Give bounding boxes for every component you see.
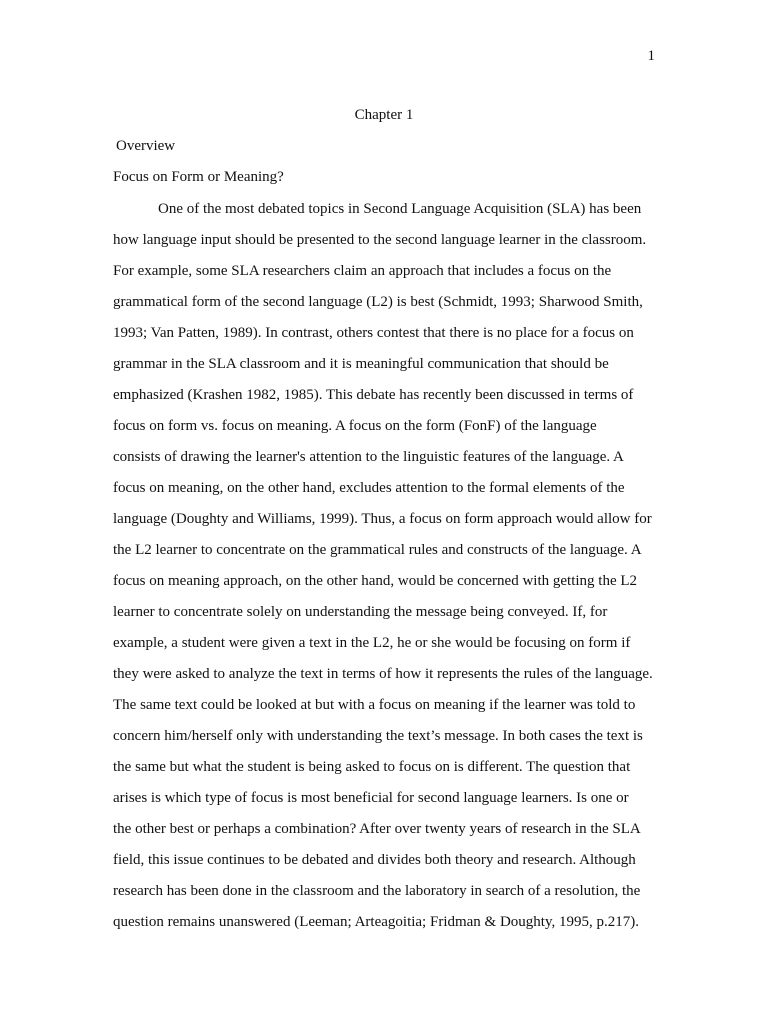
page-number: 1 xyxy=(647,48,655,64)
document-page: 1 Chapter 1 Overview Focus on Form or Meaning? One of the most debated topics in Second Language Acquisition (SLA) has been how language input should be presented to the second language learner in the classroom. For example, some SLA researchers claim an approach that includes a focus on the grammatical form of the second language (L2) is best (Schmidt, 1993; Sharwood Smith, 1993; Van Patten, 1989). In contrast, others contest that there is no place for a focus on grammar in the SLA classroom and it is meaningful communication that should be emphasized (Krashen 1982, 1985). This debate has recently been discussed in terms of focus on form vs. focus on meaning. A focus on the form (FonF) of the language consists of drawing the learner's attention to the linguistic features of the language. A focus on meaning, on the other hand, excludes attention to the formal elements of the language (Doughty and Williams, 1999). Thus, a focus on form approach would allow for the L2 learner to concentrate on the grammatical rules and constructs of the language. A focus on meaning approach, on the other hand, would be concerned with getting the L2 learner to concentrate solely on understanding the message being conveyed. If, for example, a student were given a text in the L2, he or she would be focusing on form if they were asked to analyze the text in terms of how it represents the rules of the language. The same text could be looked at but with a focus on meaning if the learner was told to concern him/herself only with understanding the text’s message. In both cases the text is the same but what the student is being asked to focus on is different. The question that arises is which type of focus is most beneficial for second language learners. Is one or the other best or perhaps a combination? After over twenty years of research in the SLA field, this issue continues to be debated and divides both theory and research. Although research has been done in the classroom and the laboratory in search of a resolution, the question remains unanswered (Leeman; Arteagoitia; Fridman & Doughty, 1995, p.217). xyxy=(0,0,768,1024)
chapter-title: Chapter 1 xyxy=(354,107,414,123)
section-heading: Overview xyxy=(116,138,176,154)
subheading: Focus on Form or Meaning? xyxy=(113,169,284,185)
